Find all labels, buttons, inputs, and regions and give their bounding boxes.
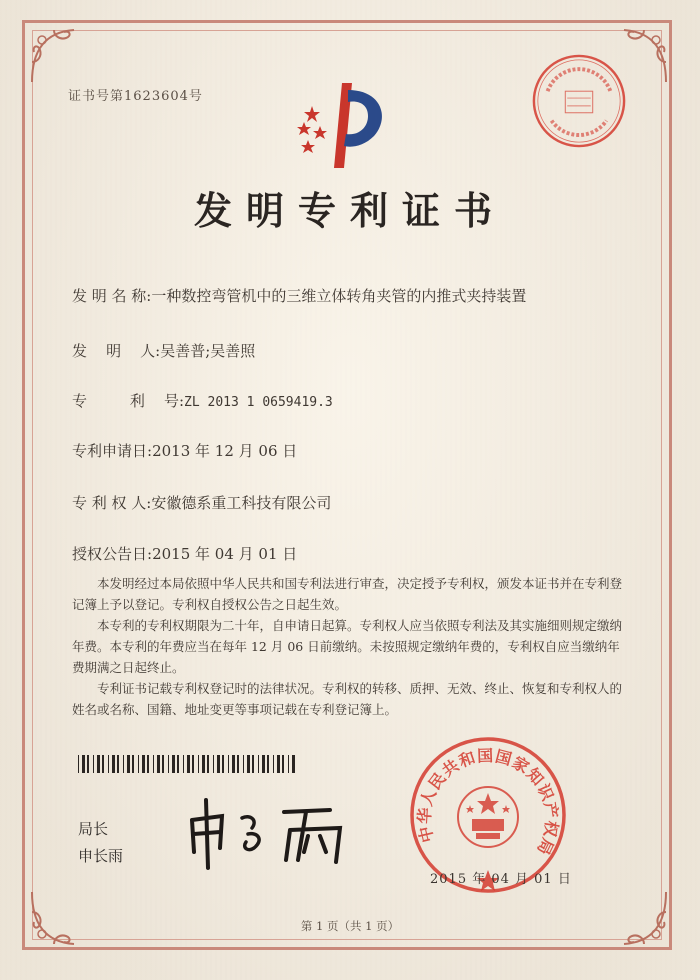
barcode-bar	[168, 755, 169, 773]
field-label: 专利申请日:	[72, 442, 153, 460]
barcode-bar	[288, 755, 289, 773]
barcode-bar	[222, 755, 224, 773]
barcode-bar	[292, 755, 295, 773]
corner-ornament-icon	[604, 882, 674, 952]
barcode-bar	[207, 755, 209, 773]
barcode-bar	[202, 755, 205, 773]
field-application-date	[72, 440, 297, 461]
field-label: 专 利 权 人:	[72, 494, 152, 512]
body-paragraph: 本专利的专利权期限为二十年，自申请日起算。专利权人应当依照专利法及其实施细则规定缴纳年费。本专利的年费应当在每年 12 月 06 日前缴纳。未按照规定缴纳年费的，专利权自应当缴纳年费期满之日起终止。	[72, 618, 623, 675]
barcode-bar	[228, 755, 229, 773]
field-invention-name	[72, 285, 526, 306]
barcode-bar	[273, 755, 274, 773]
barcode-bar	[162, 755, 164, 773]
corner-ornament-icon	[24, 22, 94, 92]
barcode-bar	[213, 755, 214, 773]
barcode-bar	[108, 755, 109, 773]
barcode-bar	[97, 755, 100, 773]
field-grant-date	[72, 543, 297, 564]
barcode-bar	[277, 755, 280, 773]
barcode-bar	[112, 755, 115, 773]
field-patentee	[72, 492, 331, 513]
tax-seal-stamp	[530, 52, 628, 150]
field-value: 吴善普;吴善照	[160, 342, 256, 360]
barcode-bar	[262, 755, 265, 773]
barcode-bar	[117, 755, 119, 773]
director-title: 局长	[78, 820, 109, 838]
field-label: 发 明 人:	[72, 342, 161, 360]
corner-ornament-icon	[24, 882, 94, 952]
barcode	[78, 755, 298, 773]
barcode-bar	[237, 755, 239, 773]
body-paragraph: 专利证书记载专利权登记时的法律状况。专利权的转移、质押、无效、终止、恢复和专利权人的姓名或名称、国籍、地址变更等事项记载在专利登记簿上。	[72, 681, 623, 717]
field-value: 2015 年 04 月 01 日	[152, 545, 298, 563]
barcode-bar	[282, 755, 284, 773]
barcode-bar	[177, 755, 179, 773]
barcode-bar	[123, 755, 124, 773]
barcode-bar	[267, 755, 269, 773]
field-value: 2013 年 12 月 06 日	[152, 442, 298, 460]
barcode-bar	[93, 755, 94, 773]
barcode-bar	[157, 755, 160, 773]
seal-text: 中华人民共和国国家知识产权局	[414, 746, 562, 859]
barcode-bar	[252, 755, 254, 773]
certificate-number: 证书号第1623604号	[68, 89, 203, 104]
barcode-bar	[247, 755, 250, 773]
barcode-bar	[172, 755, 175, 773]
patent-office-emblem-icon	[282, 78, 392, 178]
page-number: 第 1 页（共 1 页）	[300, 919, 400, 933]
barcode-bar	[217, 755, 220, 773]
barcode-bar	[147, 755, 149, 773]
field-value: ZL 2013 1 0659419.3	[184, 395, 333, 410]
field-value: 一种数控弯管机中的三维立体转角夹管的内推式夹持装置	[151, 287, 527, 305]
field-label: 授权公告日:	[72, 545, 153, 563]
field-patent-number	[72, 390, 333, 411]
director-name: 申长雨	[78, 847, 124, 865]
barcode-bar	[232, 755, 235, 773]
barcode-bar	[198, 755, 199, 773]
barcode-bar	[183, 755, 184, 773]
page-title: 发明专利证书	[193, 188, 506, 233]
barcode-bar	[138, 755, 139, 773]
barcode-bar	[87, 755, 89, 773]
director-signature	[180, 790, 370, 870]
barcode-bar	[187, 755, 190, 773]
barcode-bar	[78, 755, 79, 773]
barcode-bar	[192, 755, 194, 773]
barcode-bar	[142, 755, 145, 773]
barcode-bar	[102, 755, 104, 773]
seal-date: 2015 年 04 月 01 日	[430, 872, 572, 887]
barcode-bar	[132, 755, 134, 773]
field-inventors	[72, 340, 255, 361]
barcode-bar	[243, 755, 244, 773]
field-label: 发 明 名 称:	[72, 287, 152, 305]
certificate-body	[72, 573, 622, 720]
body-paragraph: 本发明经过本局依照中华人民共和国专利法进行审查，决定授予专利权，颁发本证书并在专利登记簿上予以登记。专利权自授权公告之日起生效。	[72, 576, 623, 612]
barcode-bar	[153, 755, 154, 773]
barcode-bar	[82, 755, 85, 773]
field-label: 专 利 号:	[72, 392, 185, 410]
barcode-bar	[258, 755, 259, 773]
barcode-bar	[127, 755, 130, 773]
field-value: 安徽德系重工科技有限公司	[151, 494, 332, 512]
